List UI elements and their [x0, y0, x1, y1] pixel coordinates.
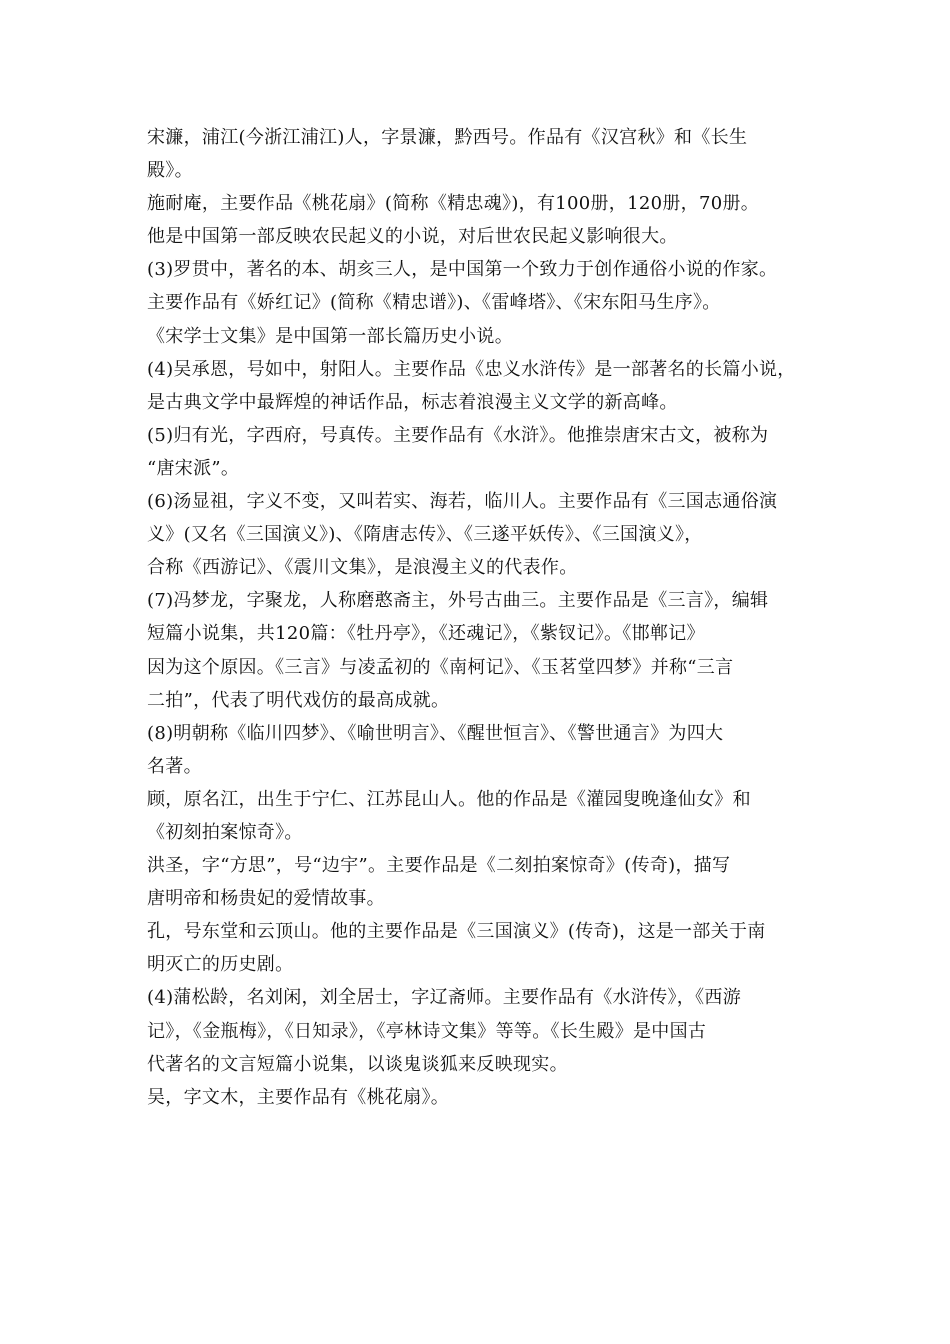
text-line: (8)明朝称《临川四梦》、《喻世明言》、《醒世恒言》、《警世通言》为四大: [147, 722, 724, 744]
text-line: 主要作品有《娇红记》(简称《精忠谱》)、《雷峰塔》、《宋东阳马生序》。: [147, 292, 721, 314]
text-line: 因为这个原因。《三言》与凌孟初的《南柯记》、《玉茗堂四梦》并称“三言: [147, 656, 734, 678]
text-line: (6)汤显祖，字义不变，又叫若实、海若，临川人。主要作品有《三国志通俗演: [147, 491, 778, 513]
text-line: 合称《西游记》、《震川文集》，是浪漫主义的代表作。: [147, 557, 578, 579]
text-line: 施耐庵，主要作品《桃花扇》(简称《精忠魂》)，有100册，120册，70册。: [147, 193, 760, 215]
text-line: 宋濂，浦江(今浙江浦江)人，字景濂，黔西号。作品有《汉宫秋》和《长生: [147, 127, 748, 148]
text-line: 唐明帝和杨贵妃的爱情故事。: [147, 888, 385, 910]
text-line: 记》，《金瓶梅》，《日知录》，《亭林诗文集》等等。《长生殿》是中国古: [147, 1020, 707, 1042]
text-line: 他是中国第一部反映农民起义的小说，对后世农民起义影响很大。: [147, 226, 678, 248]
text-line: (3)罗贯中，著名的本、胡亥三人，是中国第一个致力于创作通俗小说的作家。: [147, 259, 778, 281]
text-line: (5)归有光，字西府，号真传。主要作品有《水浒》。他推崇唐宋古文，被称为: [147, 424, 769, 446]
text-line: 洪圣，字“方思”，号“边宇”。主要作品是《二刻拍案惊奇》(传奇)，描写: [147, 855, 731, 877]
text-line: 代著名的文言短篇小说集，以谈鬼谈狐来反映现实。: [147, 1053, 568, 1075]
body-text: [147, 121, 837, 1114]
text-line: 《初刻拍案惊奇》。: [147, 821, 303, 843]
text-line: 《宋学士文集》是中国第一部长篇历史小说。: [147, 325, 513, 347]
text-line: 二拍”，代表了明代戏仿的最高成就。: [147, 689, 450, 711]
text-line: 明灭亡的历史剧。: [147, 954, 294, 976]
text-line: (7)冯梦龙，字聚龙，人称磨憨斋主，外号古曲三。主要作品是《三言》，编辑: [147, 590, 769, 612]
text-line: (4)蒲松龄，名刘闲，刘全居士，字辽斋师。主要作品有《水浒传》，《西游: [147, 987, 741, 1009]
text-line: 殿》。: [147, 160, 193, 182]
text-line: 孔，号东堂和云顶山。他的主要作品是《三国演义》(传奇)，这是一部关于南: [147, 921, 766, 943]
text-line: 短篇小说集，共120篇：《牡丹亭》，《还魂记》，《紫钗记》。《邯郸记》: [147, 623, 705, 645]
text-line: 顾，原名江，出生于宁仁、江苏昆山人。他的作品是《灌园叟晚逢仙女》和: [147, 788, 751, 810]
text-line: “唐宋派”。: [147, 457, 240, 479]
text-line: 名著。: [147, 755, 202, 777]
text-line: (4)吴承恩，号如中，射阳人。主要作品《忠义水浒传》是一部著名的长篇小说，: [147, 358, 796, 380]
text-line: 吴，字文木，主要作品有《桃花扇》。: [147, 1086, 450, 1108]
text-line: 义》(又名《三国演义》)、《隋唐志传》、《三遂平妖传》、《三国演义》，: [147, 524, 703, 546]
text-line: 是古典文学中最辉煌的神话作品，标志着浪漫主义文学的新高峰。: [147, 391, 678, 413]
